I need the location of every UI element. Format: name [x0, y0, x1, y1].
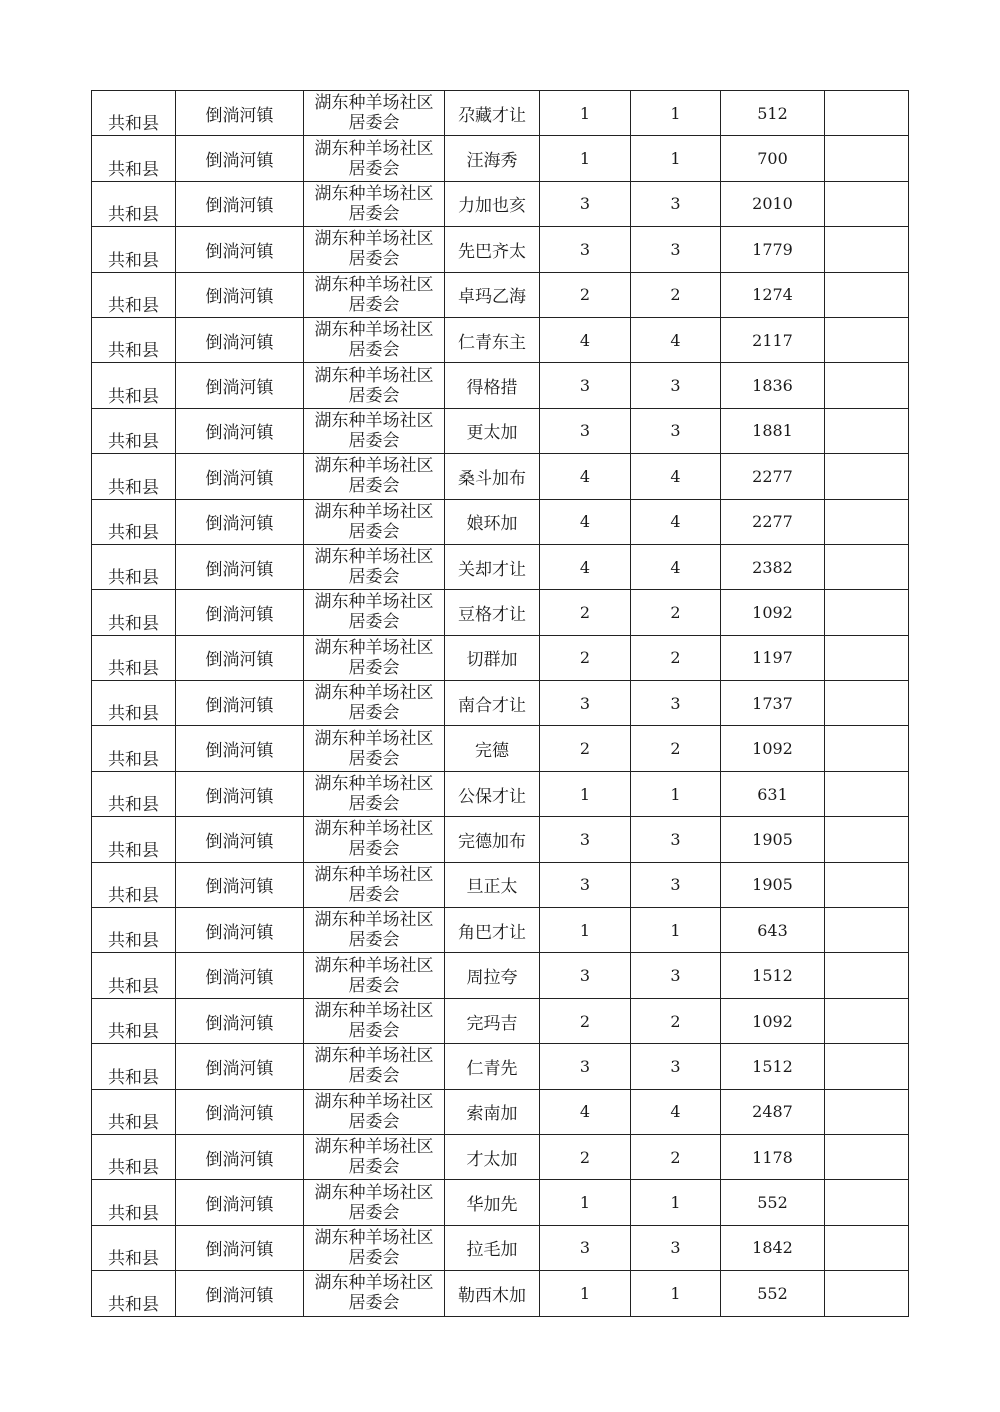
- amount-cell: 643: [721, 908, 825, 953]
- note-cell: [825, 499, 909, 544]
- note-cell: [825, 771, 909, 816]
- persons-cell: 2: [631, 272, 721, 317]
- note-cell: [825, 1044, 909, 1089]
- note-cell: [825, 272, 909, 317]
- community-committee: 居委会: [348, 521, 400, 542]
- person-name-cell: 拉毛加: [445, 1225, 540, 1270]
- town-cell: 倒淌河镇: [176, 408, 304, 453]
- amount-cell: 552: [721, 1271, 825, 1316]
- persons-cell: 4: [631, 499, 721, 544]
- town-cell: 倒淌河镇: [176, 272, 304, 317]
- town-cell: 倒淌河镇: [176, 181, 304, 226]
- amount-cell: 1274: [721, 272, 825, 317]
- community-committee: 居委会: [348, 1157, 400, 1178]
- note-cell: [825, 908, 909, 953]
- note-cell: [825, 1089, 909, 1134]
- note-cell: [825, 681, 909, 726]
- community-name: 湖东种羊场社区: [314, 1046, 434, 1067]
- table-row: [92, 227, 909, 272]
- table-row: [92, 635, 909, 680]
- person-name-cell: 仁青先: [445, 1044, 540, 1089]
- community-committee: 居委会: [348, 385, 400, 406]
- county-cell: 共和县: [92, 227, 176, 272]
- table-row: [92, 499, 909, 544]
- community-cell: [304, 590, 445, 635]
- community-committee: 居委会: [348, 340, 400, 361]
- community-committee: 居委会: [348, 794, 400, 815]
- person-name-cell: 角巴才让: [445, 908, 540, 953]
- table-row: [92, 998, 909, 1043]
- amount-cell: 1842: [721, 1225, 825, 1270]
- county-cell: 共和县: [92, 181, 176, 226]
- persons-cell: 1: [631, 1180, 721, 1225]
- person-name-cell: 汪海秀: [445, 136, 540, 181]
- persons-cell: 3: [631, 817, 721, 862]
- town-cell: 倒淌河镇: [176, 771, 304, 816]
- amount-cell: 1092: [721, 590, 825, 635]
- community-committee: 居委会: [348, 1247, 400, 1268]
- community-cell: [304, 227, 445, 272]
- community-committee: 居委会: [348, 476, 400, 497]
- community-name: 湖东种羊场社区: [314, 864, 434, 885]
- table-row: [92, 454, 909, 499]
- note-cell: [825, 317, 909, 362]
- community-committee: 居委会: [348, 1293, 400, 1314]
- town-cell: 倒淌河镇: [176, 590, 304, 635]
- community-cell: [304, 408, 445, 453]
- persons-cell: 3: [631, 862, 721, 907]
- person-name-cell: 尕藏才让: [445, 91, 540, 136]
- community-cell: [304, 908, 445, 953]
- community-name: 湖东种羊场社区: [314, 229, 434, 250]
- amount-cell: 1512: [721, 1044, 825, 1089]
- community-cell: [304, 181, 445, 226]
- community-committee: 居委会: [348, 1066, 400, 1087]
- table-row: [92, 136, 909, 181]
- town-cell: 倒淌河镇: [176, 454, 304, 499]
- community-name: 湖东种羊场社区: [314, 955, 434, 976]
- county-cell: 共和县: [92, 408, 176, 453]
- town-cell: 倒淌河镇: [176, 681, 304, 726]
- town-cell: 倒淌河镇: [176, 953, 304, 998]
- county-cell: 共和县: [92, 272, 176, 317]
- town-cell: 倒淌河镇: [176, 817, 304, 862]
- town-cell: 倒淌河镇: [176, 227, 304, 272]
- person-name-cell: 旦正太: [445, 862, 540, 907]
- community-cell: [304, 1044, 445, 1089]
- person-name-cell: 公保才让: [445, 771, 540, 816]
- amount-cell: 2010: [721, 181, 825, 226]
- community-cell: [304, 499, 445, 544]
- person-name-cell: 才太加: [445, 1134, 540, 1179]
- amount-cell: 2487: [721, 1089, 825, 1134]
- households-cell: 1: [540, 1271, 631, 1316]
- households-cell: 2: [540, 635, 631, 680]
- amount-cell: 552: [721, 1180, 825, 1225]
- county-cell: 共和县: [92, 681, 176, 726]
- community-cell: [304, 862, 445, 907]
- households-cell: 2: [540, 590, 631, 635]
- households-cell: 1: [540, 908, 631, 953]
- table-row: [92, 862, 909, 907]
- note-cell: [825, 181, 909, 226]
- person-name-cell: 仁青东主: [445, 317, 540, 362]
- community-committee: 居委会: [348, 748, 400, 769]
- note-cell: [825, 635, 909, 680]
- households-cell: 3: [540, 953, 631, 998]
- persons-cell: 2: [631, 726, 721, 771]
- note-cell: [825, 726, 909, 771]
- community-cell: [304, 681, 445, 726]
- households-cell: 4: [540, 544, 631, 589]
- households-cell: 2: [540, 1134, 631, 1179]
- amount-cell: 1092: [721, 726, 825, 771]
- table-row: [92, 1271, 909, 1316]
- persons-cell: 4: [631, 317, 721, 362]
- households-cell: 2: [540, 272, 631, 317]
- note-cell: [825, 91, 909, 136]
- table-row: [92, 91, 909, 136]
- person-name-cell: 关却才让: [445, 544, 540, 589]
- note-cell: [825, 953, 909, 998]
- amount-cell: 631: [721, 771, 825, 816]
- person-name-cell: 完玛吉: [445, 998, 540, 1043]
- person-name-cell: 豆格才让: [445, 590, 540, 635]
- community-name: 湖东种羊场社区: [314, 138, 434, 159]
- community-committee: 居委会: [348, 703, 400, 724]
- person-name-cell: 切群加: [445, 635, 540, 680]
- note-cell: [825, 544, 909, 589]
- table-row: [92, 1225, 909, 1270]
- note-cell: [825, 136, 909, 181]
- amount-cell: 1905: [721, 817, 825, 862]
- note-cell: [825, 1134, 909, 1179]
- households-cell: 4: [540, 317, 631, 362]
- community-committee: 居委会: [348, 975, 400, 996]
- persons-cell: 3: [631, 1225, 721, 1270]
- persons-cell: 3: [631, 363, 721, 408]
- note-cell: [825, 998, 909, 1043]
- town-cell: 倒淌河镇: [176, 136, 304, 181]
- households-cell: 3: [540, 181, 631, 226]
- town-cell: 倒淌河镇: [176, 635, 304, 680]
- table-row: [92, 181, 909, 226]
- amount-cell: 700: [721, 136, 825, 181]
- community-cell: [304, 998, 445, 1043]
- persons-cell: 3: [631, 181, 721, 226]
- amount-cell: 1779: [721, 227, 825, 272]
- note-cell: [825, 817, 909, 862]
- table-row: [92, 908, 909, 953]
- community-name: 湖东种羊场社区: [314, 183, 434, 204]
- table-row: [92, 544, 909, 589]
- county-cell: 共和县: [92, 91, 176, 136]
- town-cell: 倒淌河镇: [176, 499, 304, 544]
- county-cell: 共和县: [92, 953, 176, 998]
- county-cell: 共和县: [92, 998, 176, 1043]
- community-cell: [304, 454, 445, 499]
- households-cell: 3: [540, 1044, 631, 1089]
- persons-cell: 2: [631, 635, 721, 680]
- county-cell: 共和县: [92, 544, 176, 589]
- households-cell: 4: [540, 454, 631, 499]
- community-cell: [304, 726, 445, 771]
- amount-cell: 1512: [721, 953, 825, 998]
- person-name-cell: 卓玛乙海: [445, 272, 540, 317]
- community-name: 湖东种羊场社区: [314, 592, 434, 613]
- county-cell: 共和县: [92, 1225, 176, 1270]
- community-committee: 居委会: [348, 657, 400, 678]
- note-cell: [825, 227, 909, 272]
- community-name: 湖东种羊场社区: [314, 274, 434, 295]
- persons-cell: 3: [631, 227, 721, 272]
- note-cell: [825, 1180, 909, 1225]
- county-cell: 共和县: [92, 454, 176, 499]
- community-cell: [304, 635, 445, 680]
- persons-cell: 2: [631, 1134, 721, 1179]
- person-name-cell: 力加也亥: [445, 181, 540, 226]
- persons-cell: 3: [631, 1044, 721, 1089]
- county-cell: 共和县: [92, 817, 176, 862]
- community-name: 湖东种羊场社区: [314, 1227, 434, 1248]
- community-committee: 居委会: [348, 158, 400, 179]
- county-cell: 共和县: [92, 590, 176, 635]
- community-cell: [304, 771, 445, 816]
- community-committee: 居委会: [348, 294, 400, 315]
- person-name-cell: 更太加: [445, 408, 540, 453]
- community-name: 湖东种羊场社区: [314, 1091, 434, 1112]
- town-cell: 倒淌河镇: [176, 544, 304, 589]
- community-committee: 居委会: [348, 1202, 400, 1223]
- county-cell: 共和县: [92, 1271, 176, 1316]
- community-name: 湖东种羊场社区: [314, 93, 434, 114]
- table-row: [92, 1044, 909, 1089]
- community-cell: [304, 317, 445, 362]
- person-name-cell: 南合才让: [445, 681, 540, 726]
- note-cell: [825, 590, 909, 635]
- town-cell: 倒淌河镇: [176, 1044, 304, 1089]
- community-committee: 居委会: [348, 612, 400, 633]
- note-cell: [825, 408, 909, 453]
- community-name: 湖东种羊场社区: [314, 910, 434, 931]
- community-committee: 居委会: [348, 839, 400, 860]
- community-committee: 居委会: [348, 113, 400, 134]
- town-cell: 倒淌河镇: [176, 862, 304, 907]
- community-name: 湖东种羊场社区: [314, 320, 434, 341]
- table-row: [92, 1134, 909, 1179]
- town-cell: 倒淌河镇: [176, 998, 304, 1043]
- households-cell: 1: [540, 771, 631, 816]
- persons-cell: 2: [631, 590, 721, 635]
- persons-cell: 3: [631, 681, 721, 726]
- person-name-cell: 完德: [445, 726, 540, 771]
- amount-cell: 1905: [721, 862, 825, 907]
- households-cell: 3: [540, 363, 631, 408]
- town-cell: 倒淌河镇: [176, 1134, 304, 1179]
- persons-cell: 1: [631, 91, 721, 136]
- town-cell: 倒淌河镇: [176, 908, 304, 953]
- county-cell: 共和县: [92, 1134, 176, 1179]
- community-committee: 居委会: [348, 930, 400, 951]
- households-cell: 1: [540, 91, 631, 136]
- community-name: 湖东种羊场社区: [314, 683, 434, 704]
- amount-cell: 2277: [721, 454, 825, 499]
- amount-cell: 2277: [721, 499, 825, 544]
- community-cell: [304, 136, 445, 181]
- community-cell: [304, 1180, 445, 1225]
- person-name-cell: 桑斗加布: [445, 454, 540, 499]
- town-cell: 倒淌河镇: [176, 1180, 304, 1225]
- community-name: 湖东种羊场社区: [314, 1137, 434, 1158]
- community-committee: 居委会: [348, 1111, 400, 1132]
- community-name: 湖东种羊场社区: [314, 1273, 434, 1294]
- community-cell: [304, 1225, 445, 1270]
- community-name: 湖东种羊场社区: [314, 456, 434, 477]
- households-cell: 3: [540, 408, 631, 453]
- town-cell: 倒淌河镇: [176, 1089, 304, 1134]
- amount-cell: 1197: [721, 635, 825, 680]
- households-cell: 1: [540, 136, 631, 181]
- person-name-cell: 完德加布: [445, 817, 540, 862]
- county-cell: 共和县: [92, 771, 176, 816]
- amount-cell: 1092: [721, 998, 825, 1043]
- households-cell: 1: [540, 1180, 631, 1225]
- table-row: [92, 1180, 909, 1225]
- table-row: [92, 317, 909, 362]
- note-cell: [825, 862, 909, 907]
- amount-cell: 1881: [721, 408, 825, 453]
- community-name: 湖东种羊场社区: [314, 501, 434, 522]
- community-name: 湖东种羊场社区: [314, 365, 434, 386]
- community-name: 湖东种羊场社区: [314, 1001, 434, 1021]
- households-cell: 2: [540, 726, 631, 771]
- table-row: [92, 272, 909, 317]
- persons-cell: 3: [631, 953, 721, 998]
- table-row: [92, 953, 909, 998]
- amount-cell: 2117: [721, 317, 825, 362]
- note-cell: [825, 1271, 909, 1316]
- amount-cell: 1836: [721, 363, 825, 408]
- town-cell: 倒淌河镇: [176, 726, 304, 771]
- table-row: [92, 408, 909, 453]
- person-name-cell: 华加先: [445, 1180, 540, 1225]
- person-name-cell: 娘环加: [445, 499, 540, 544]
- table-row: [92, 1089, 909, 1134]
- community-name: 湖东种羊场社区: [314, 1182, 434, 1203]
- amount-cell: 1178: [721, 1134, 825, 1179]
- community-cell: [304, 1089, 445, 1134]
- households-cell: 3: [540, 227, 631, 272]
- county-cell: 共和县: [92, 499, 176, 544]
- amount-cell: 1737: [721, 681, 825, 726]
- community-cell: [304, 363, 445, 408]
- households-cell: 3: [540, 681, 631, 726]
- county-cell: 共和县: [92, 862, 176, 907]
- amount-cell: 2382: [721, 544, 825, 589]
- county-cell: 共和县: [92, 726, 176, 771]
- table-body: [92, 91, 909, 1317]
- persons-cell: 1: [631, 771, 721, 816]
- community-name: 湖东种羊场社区: [314, 410, 434, 431]
- households-cell: 3: [540, 817, 631, 862]
- table-row: [92, 726, 909, 771]
- table-row: [92, 590, 909, 635]
- community-committee: 居委会: [348, 249, 400, 270]
- table-row: [92, 681, 909, 726]
- town-cell: 倒淌河镇: [176, 1271, 304, 1316]
- community-committee: 居委会: [348, 1021, 400, 1041]
- county-cell: 共和县: [92, 908, 176, 953]
- table-row: [92, 363, 909, 408]
- persons-cell: 1: [631, 1271, 721, 1316]
- person-name-cell: 索南加: [445, 1089, 540, 1134]
- county-cell: 共和县: [92, 635, 176, 680]
- town-cell: 倒淌河镇: [176, 91, 304, 136]
- table-row: [92, 771, 909, 816]
- persons-cell: 1: [631, 136, 721, 181]
- households-cell: 2: [540, 998, 631, 1043]
- persons-cell: 1: [631, 908, 721, 953]
- households-cell: 4: [540, 1089, 631, 1134]
- community-committee: 居委会: [348, 884, 400, 905]
- community-name: 湖东种羊场社区: [314, 547, 434, 568]
- county-cell: 共和县: [92, 136, 176, 181]
- amount-cell: 512: [721, 91, 825, 136]
- town-cell: 倒淌河镇: [176, 1225, 304, 1270]
- community-committee: 居委会: [348, 567, 400, 588]
- county-cell: 共和县: [92, 1044, 176, 1089]
- community-cell: [304, 1134, 445, 1179]
- community-cell: [304, 91, 445, 136]
- county-cell: 共和县: [92, 317, 176, 362]
- community-cell: [304, 817, 445, 862]
- person-name-cell: 先巴齐太: [445, 227, 540, 272]
- community-name: 湖东种羊场社区: [314, 637, 434, 658]
- community-cell: [304, 1271, 445, 1316]
- persons-cell: 4: [631, 454, 721, 499]
- note-cell: [825, 1225, 909, 1270]
- community-committee: 居委会: [348, 430, 400, 451]
- persons-cell: 3: [631, 408, 721, 453]
- households-cell: 4: [540, 499, 631, 544]
- community-cell: [304, 953, 445, 998]
- table-row: [92, 817, 909, 862]
- person-name-cell: 周拉夸: [445, 953, 540, 998]
- community-cell: [304, 272, 445, 317]
- persons-cell: 4: [631, 1089, 721, 1134]
- note-cell: [825, 454, 909, 499]
- person-name-cell: 得格措: [445, 363, 540, 408]
- town-cell: 倒淌河镇: [176, 317, 304, 362]
- persons-cell: 4: [631, 544, 721, 589]
- households-cell: 3: [540, 862, 631, 907]
- person-name-cell: 勒西木加: [445, 1271, 540, 1316]
- community-name: 湖东种羊场社区: [314, 728, 434, 749]
- county-cell: 共和县: [92, 1089, 176, 1134]
- note-cell: [825, 363, 909, 408]
- town-cell: 倒淌河镇: [176, 363, 304, 408]
- county-cell: 共和县: [92, 363, 176, 408]
- county-cell: 共和县: [92, 1180, 176, 1225]
- persons-cell: 2: [631, 998, 721, 1043]
- community-committee: 居委会: [348, 203, 400, 224]
- community-name: 湖东种羊场社区: [314, 774, 434, 795]
- community-name: 湖东种羊场社区: [314, 819, 434, 840]
- relief-roster-table: [91, 90, 909, 1317]
- community-cell: [304, 544, 445, 589]
- households-cell: 3: [540, 1225, 631, 1270]
